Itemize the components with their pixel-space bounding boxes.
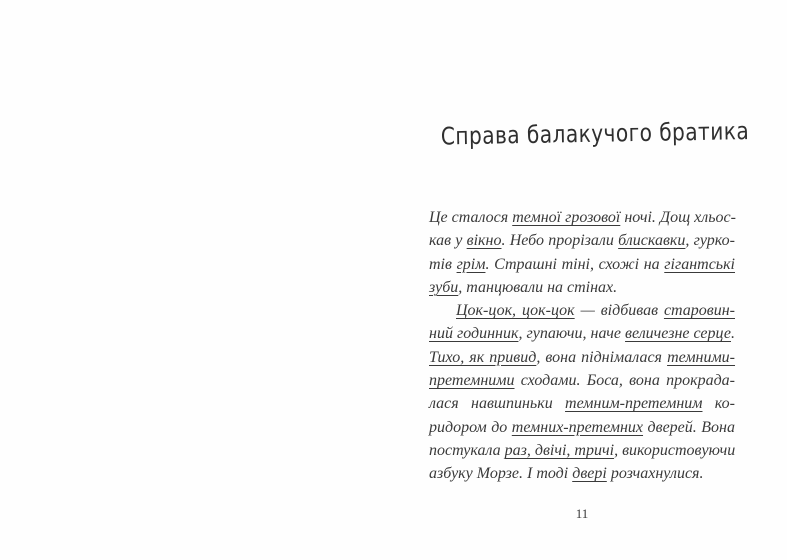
text-segment: , вона піднімалася xyxy=(536,348,668,366)
text-line xyxy=(429,276,735,299)
text-segment: — відбивав xyxy=(574,302,664,320)
text-line xyxy=(429,392,735,415)
underlined-text: Цок-цок, цок-цок xyxy=(456,302,575,320)
underlined-text: блискавки xyxy=(618,232,686,250)
underlined-text: ний годинник xyxy=(429,325,519,343)
text-segment: лася навшпиньки xyxy=(429,395,566,413)
text-segment: дверей. Вона xyxy=(643,418,735,436)
underlined-text: Тихо, як привид xyxy=(429,348,537,366)
underlined-text: темними- xyxy=(667,348,736,366)
underlined-text: вікно xyxy=(466,232,502,250)
text-segment: , гурко- xyxy=(685,232,735,250)
text-segment: Це сталося xyxy=(429,209,513,226)
underlined-text: гігантські xyxy=(664,255,735,273)
text-line xyxy=(429,439,735,462)
text-line xyxy=(429,206,735,229)
underlined-text: зуби xyxy=(429,278,459,296)
text-segment: тів xyxy=(429,255,457,273)
text-line xyxy=(429,322,735,345)
text-segment: ночі. Дощ хльос- xyxy=(620,209,736,226)
text-segment: . xyxy=(731,325,735,343)
text-segment: азбуку Морзе. І тоді xyxy=(429,465,573,483)
text-line xyxy=(429,416,735,439)
text-segment: розчахнулися. xyxy=(606,465,704,483)
text-line xyxy=(429,462,735,485)
underlined-text: двері xyxy=(572,465,607,483)
text-segment: постукала xyxy=(429,441,505,459)
underlined-text: раз, двічі, тричі xyxy=(504,441,615,459)
text-segment: . Небо прорізали xyxy=(501,232,619,250)
text-segment: , танцювали на стінах. xyxy=(458,278,618,296)
underlined-text: величезне серце xyxy=(625,325,731,343)
text-line xyxy=(429,253,735,276)
chapter-title: Справа балакучого братика xyxy=(440,117,750,151)
page-number: 11 xyxy=(575,506,589,521)
text-segment: кав у xyxy=(429,232,467,250)
text-segment: сходами. Боса, вона прокрада- xyxy=(514,372,735,390)
underlined-text: темної грозової xyxy=(512,209,621,226)
underlined-text: темним-претемним xyxy=(565,395,703,413)
text-segment: , гупаючи, наче xyxy=(518,325,626,343)
text-line xyxy=(429,369,735,392)
text-segment: ридором до xyxy=(429,418,512,436)
underlined-text: претемними xyxy=(429,372,515,390)
text-line xyxy=(429,346,735,369)
underlined-text: старовин- xyxy=(663,302,735,320)
text-segment: ко- xyxy=(702,395,736,413)
text-segment: , використовуючи xyxy=(614,441,736,459)
body-text xyxy=(429,206,735,486)
underlined-text: грім xyxy=(456,255,486,273)
text-segment: . Страшні тіні, схожі на xyxy=(485,255,665,273)
text-line xyxy=(429,299,735,322)
underlined-text: темних-претемних xyxy=(511,418,644,436)
text-line xyxy=(429,229,735,252)
